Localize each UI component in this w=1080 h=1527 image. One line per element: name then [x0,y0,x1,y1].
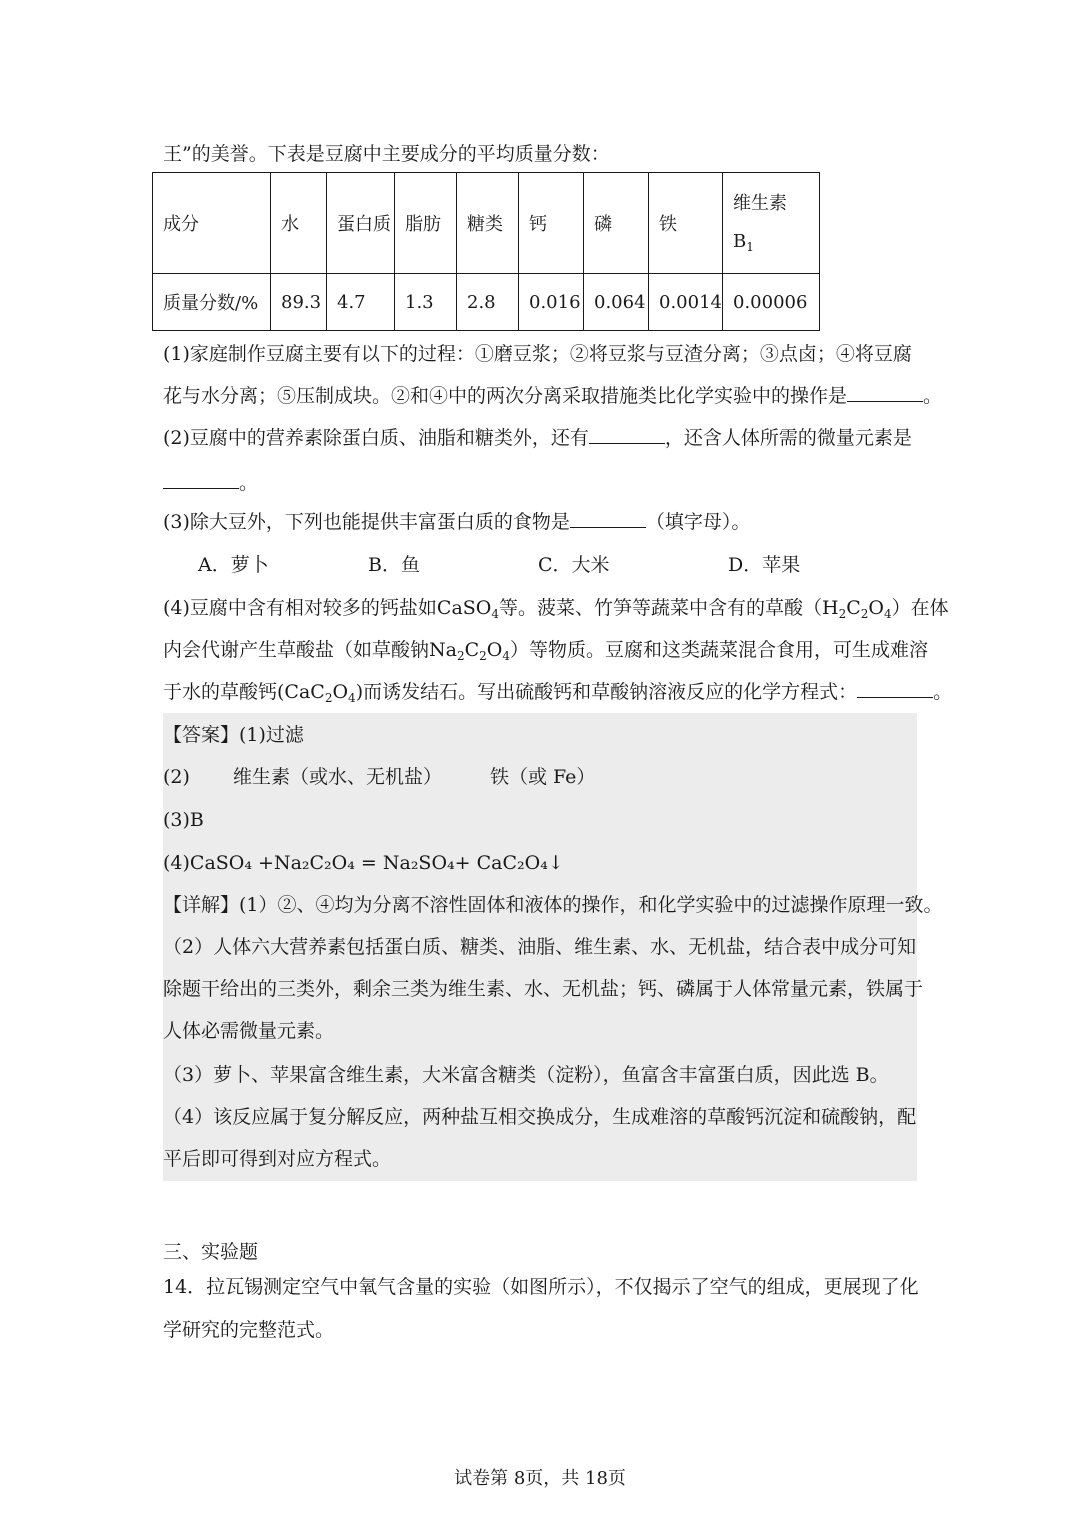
q4-text: 于水的草酸钙(CaC [163,681,325,703]
q4-text: C [464,639,480,661]
table-cell: 0.016 [519,274,584,331]
subscript: 2 [838,607,847,621]
q4-end: 。 [933,681,953,703]
subscript: 2 [324,691,333,705]
table-header-cell: 钙 [519,173,584,274]
table-header-cell: 蛋白质 [327,173,395,274]
vitamin-label: 维生素 [733,193,787,214]
q4-text: O [868,597,884,619]
q4-text: ）在体 [891,597,949,619]
answer-blank [570,509,646,528]
subscript: 4 [884,607,892,621]
table-cell: 4.7 [327,274,395,331]
q1-text: 花与水分离；⑤压制成块。②和④中的两次分离采取措施类比化学实验中的操作是 [163,385,848,407]
table-cell: 2.8 [457,274,519,331]
q14-line2: 学研究的完整范式。 [163,1319,335,1341]
table-cell: 89.3 [271,274,327,331]
table-header-vitamin [723,173,820,274]
answer-2-label: (2) [163,766,190,788]
subscript: 4 [348,691,356,705]
q1-line2 [163,382,942,410]
table-cell: 1.3 [395,274,457,331]
answer-2-right: 铁（或 Fe） [490,766,596,788]
table-cell: 0.0014 [649,274,723,331]
table-header-cell: 磷 [584,173,649,274]
subscript: 4 [491,607,500,621]
table-header-cell: 成分 [153,173,271,274]
table-row [153,173,820,274]
answer-blank [857,679,933,698]
q3-option-b: B．鱼 [368,554,420,576]
q4-text: )而诱发结石。写出硫酸钙和草酸钠溶液反应的化学方程式： [355,681,858,703]
table-header-cell: 脂肪 [395,173,457,274]
subscript: 2 [456,649,465,663]
q2-text-b: ，还含人体所需的微量元素是 [664,427,912,449]
answer-1: 【答案】(1)过滤 [163,724,304,746]
q4-text: C [846,597,861,619]
intro-text: 王”的美誉。下表是豆腐中主要成分的平均质量分数： [163,143,610,165]
detail-4a: （4）该反应属于复分解反应，两种盐互相交换成分，生成难溶的草酸钙沉淀和硫酸钠，配 [163,1106,917,1128]
detail-2a: （2）人体六大营养素包括蛋白质、糖类、油脂、维生素、水、无机盐，结合表中成分可知 [163,936,917,958]
q3-line [163,508,750,536]
page-footer: 试卷第 8页，共 18页 [454,1468,626,1489]
q4-text: (4)豆腐中含有相对较多的钙盐如CaSO [163,597,492,619]
detail-3: （3）萝卜、苹果富含维生素，大米富含糖类（淀粉），鱼富含丰富蛋白质，因此选 B。 [163,1064,889,1086]
answer-blank [847,383,923,402]
vitamin-subscript: 1 [746,240,754,254]
q14-line1: 14．拉瓦锡测定空气中氧气含量的实验（如图所示），不仅揭示了空气的组成，更展现了化 [163,1276,919,1298]
q4-text: O [332,681,349,703]
answer-2-left: 维生素（或水、无机盐） [233,766,443,788]
section-heading: 三、实验题 [163,1241,259,1263]
q4-text: O [486,639,503,661]
vitamin-symbol: B [733,231,747,252]
detail-2b: 除题干给出的三类外，剩余三类为维生素、水、无机盐；钙、磷属于人体常量元素，铁属于 [163,978,924,1000]
answer-3: (3)B [163,809,204,831]
subscript: 2 [479,649,487,663]
q4-line2 [163,636,928,664]
q3-text: (3)除大豆外，下列也能提供丰富蛋白质的食物是 [163,511,570,533]
detail-4b: 平后即可得到对应方程式。 [163,1148,392,1170]
table-header-cell: 糖类 [457,173,519,274]
q1-end: 。 [923,385,943,407]
q3-option-c: C．大米 [538,554,610,576]
table-row [153,274,820,331]
table-header-cell: 水 [271,173,327,274]
table-cell: 0.064 [584,274,649,331]
q1-line1: (1)家庭制作豆腐主要有以下的过程：①磨豆浆；②将豆浆与豆渣分离；③点卤；④将豆腐 [163,343,912,365]
detail-1: 【详解】(1）②、④均为分离不溶性固体和液体的操作，和化学实验中的过滤操作原理一致。 [163,894,943,916]
subscript: 2 [860,607,869,621]
q3-text-b: （填字母）。 [645,511,751,533]
answer-blank [589,425,665,444]
q2-line1 [163,424,912,452]
table-cell: 0.00006 [723,274,820,331]
table-header-cell: 铁 [649,173,723,274]
q2-text: (2)豆腐中的营养素除蛋白质、油脂和糖类外，还有 [163,427,589,449]
table-row-label: 质量分数/% [153,274,271,331]
q2-line2 [163,469,258,497]
answer-blank [163,470,239,489]
q3-option-d: D．苹果 [728,554,801,576]
q4-line1 [163,594,949,622]
answer-4: (4)CaSO₄ +Na₂C₂O₄ = Na₂SO₄+ CaC₂O₄↓ [163,852,564,874]
q4-text: 内会代谢产生草酸盐（如草酸钠Na [163,639,457,661]
q4-text: 等。菠菜、竹笋等蔬菜中含有的草酸（H [499,597,839,619]
q4-line3 [163,678,952,706]
detail-2c: 人体必需微量元素。 [163,1020,335,1042]
subscript: 4 [502,649,511,663]
q2-end: 。 [239,472,259,494]
q4-text: ）等物质。豆腐和这类蔬菜混合食用，可生成难溶 [510,639,929,661]
q3-option-a: A．萝卜 [198,554,269,576]
composition-table [152,172,820,331]
